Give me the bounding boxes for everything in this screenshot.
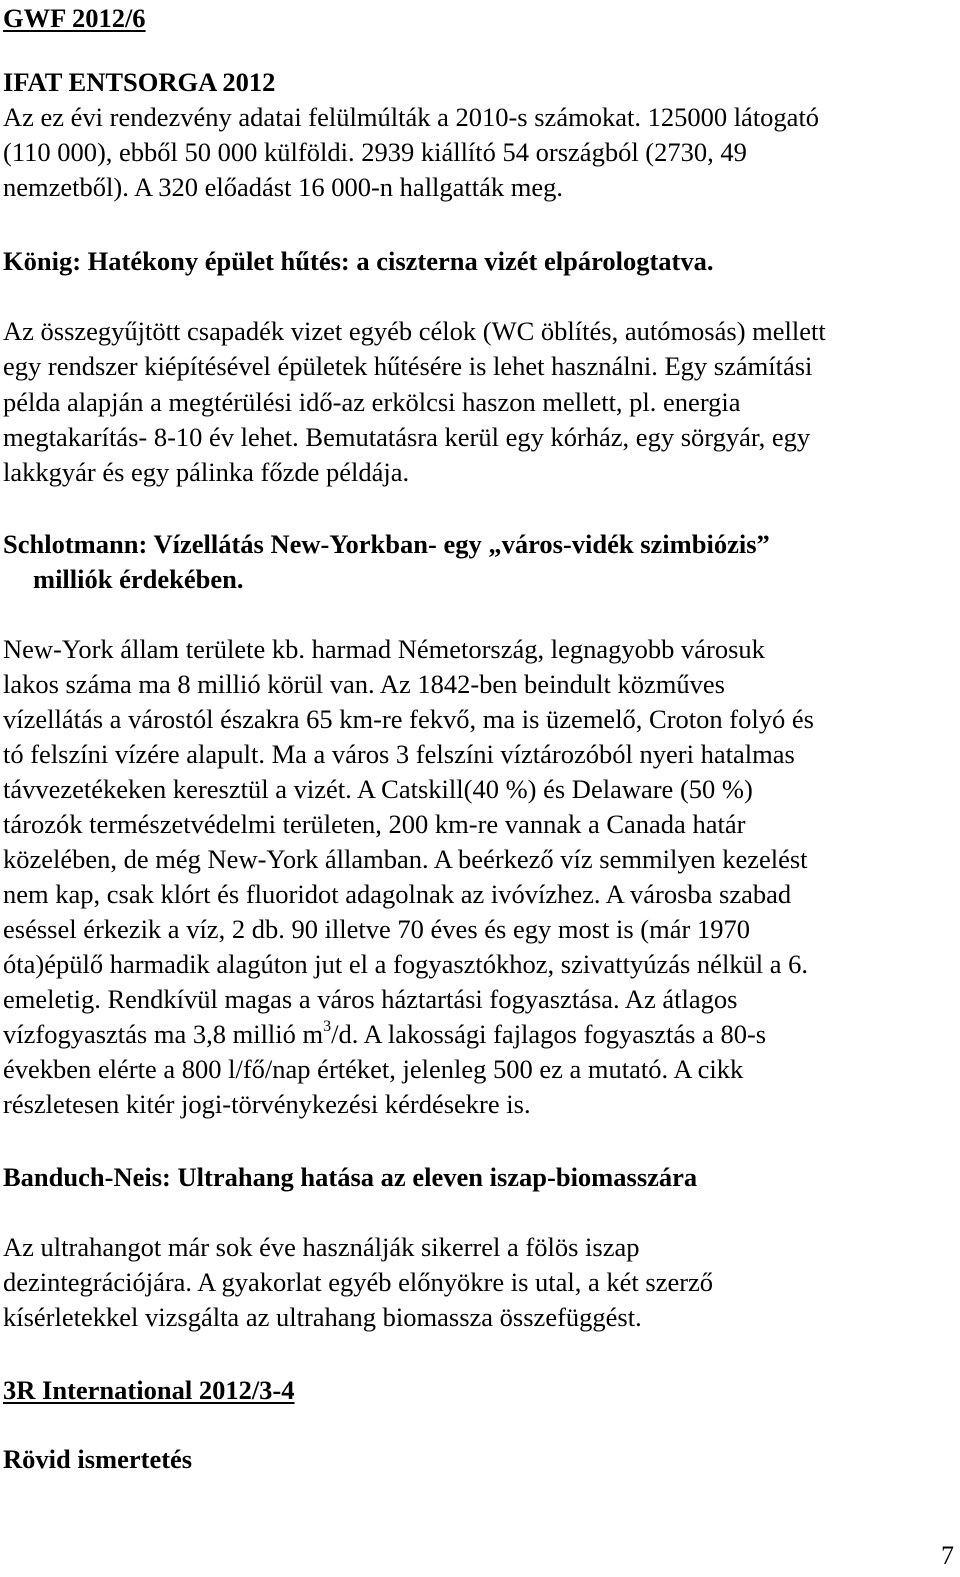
paragraph-line: vízellátás a várostól északra 65 km-re fekvő, ma is üzemelő, Croton folyó és [3, 704, 814, 734]
paragraph-line: Az összegyűjtött csapadék vizet egyéb célok (WC öblítés, autómosás) mellett [3, 316, 826, 346]
section-heading-ifat: IFAT ENTSORGA 2012 [3, 67, 276, 97]
section-heading-banduch: Banduch-Neis: Ultrahang hatása az eleven iszap-biomasszára [3, 1162, 698, 1192]
paragraph-line: Az ez évi rendezvény adatai felülmúlták a 2010-s számokat. 125000 látogató [3, 102, 820, 132]
m3-superscript: 3 [323, 1018, 332, 1036]
paragraph-line: Az ultrahangot már sok éve használják sikerrel a fölös iszap [3, 1232, 640, 1262]
section-heading-konig: König: Hatékony épület hűtés: a ciszterna vizét elpárologtatva. [3, 246, 714, 276]
paragraph-line: távvezetékeken keresztül a vizét. A Catskill(40 %) és Delaware (50 %) [3, 774, 753, 804]
page-number: 7 [941, 1541, 954, 1570]
paragraph-line: lakos száma ma 8 millió körül van. Az 1842-ben beindult közműves [3, 669, 725, 699]
paragraph-line: emeletig. Rendkívül magas a város háztartási fogyasztása. Az átlagos [3, 984, 738, 1014]
paragraph-line: közelében, de még New-York államban. A beérkező víz semmilyen kezelést [3, 844, 808, 874]
paragraph-line: tározók természetvédelmi területen, 200 km-re vannak a Canada határ [3, 809, 746, 839]
paragraph-line: példa alapján a megtérülési idő-az erkölcsi haszon mellett, pl. energia [3, 387, 741, 417]
paragraph-line-m3 [3, 1018, 766, 1050]
journal-title-3r: 3R International 2012/3-4 [3, 1375, 295, 1405]
paragraph-line: dezintegrációjára. A gyakorlat egyéb előnyökre is utal, a két szerző [3, 1267, 714, 1297]
paragraph-line: részletesen kitér jogi-törvénykezési kérdésekre is. [3, 1089, 531, 1119]
paragraph-line: lakkgyár és egy pálinka főzde példája. [3, 457, 410, 487]
section-heading-schlotmann: Schlotmann: Vízellátás New-Yorkban- egy „város-vidék szimbiózis” [3, 529, 770, 559]
paragraph-line: megtakarítás- 8-10 év lehet. Bemutatásra kerül egy kórház, egy sörgyár, egy [3, 422, 811, 452]
section-heading-rovid: Rövid ismertetés [3, 1444, 193, 1474]
paragraph-line: években elérte a 800 l/fő/nap értéket, jelenleg 500 ez a mutató. A cikk [3, 1054, 744, 1084]
paragraph-line: New-York állam területe kb. harmad Németország, legnagyobb városuk [3, 634, 765, 664]
paragraph-line: kísérletekkel vizsgálta az ultrahang biomassza összefüggést. [3, 1302, 642, 1332]
m3-text-after: /d. A lakossági fajlagos fogyasztás a 80-s [331, 1019, 767, 1049]
journal-title: GWF 2012/6 [3, 3, 146, 33]
m3-text-before: vízfogyasztás ma 3,8 millió m [3, 1019, 324, 1049]
paragraph-line: tó felszíni vízére alapult. Ma a város 3 felszíni víztározóból nyeri hatalmas [3, 739, 795, 769]
paragraph-line: nem kap, csak klórt és fluoridot adagolnak az ivóvízhez. A városba szabad [3, 879, 792, 909]
paragraph-line: eséssel érkezik a víz, 2 db. 90 illetve 70 éves és egy most is (már 1970 [3, 914, 750, 944]
paragraph-line: nemzetből). A 320 előadást 16 000-n hallgatták meg. [3, 172, 564, 202]
paragraph-line: óta)épülő harmadik alagúton jut el a fogyasztókhoz, szivattyúzás nélkül a 6. [3, 949, 809, 979]
section-heading-schlotmann-cont: milliók érdekében. [33, 564, 244, 594]
paragraph-line: egy rendszer kiépítésével épületek hűtésére is lehet használni. Egy számítási [3, 351, 813, 381]
paragraph-line: (110 000), ebből 50 000 külföldi. 2939 kiállító 54 országból (2730, 49 [3, 137, 747, 167]
